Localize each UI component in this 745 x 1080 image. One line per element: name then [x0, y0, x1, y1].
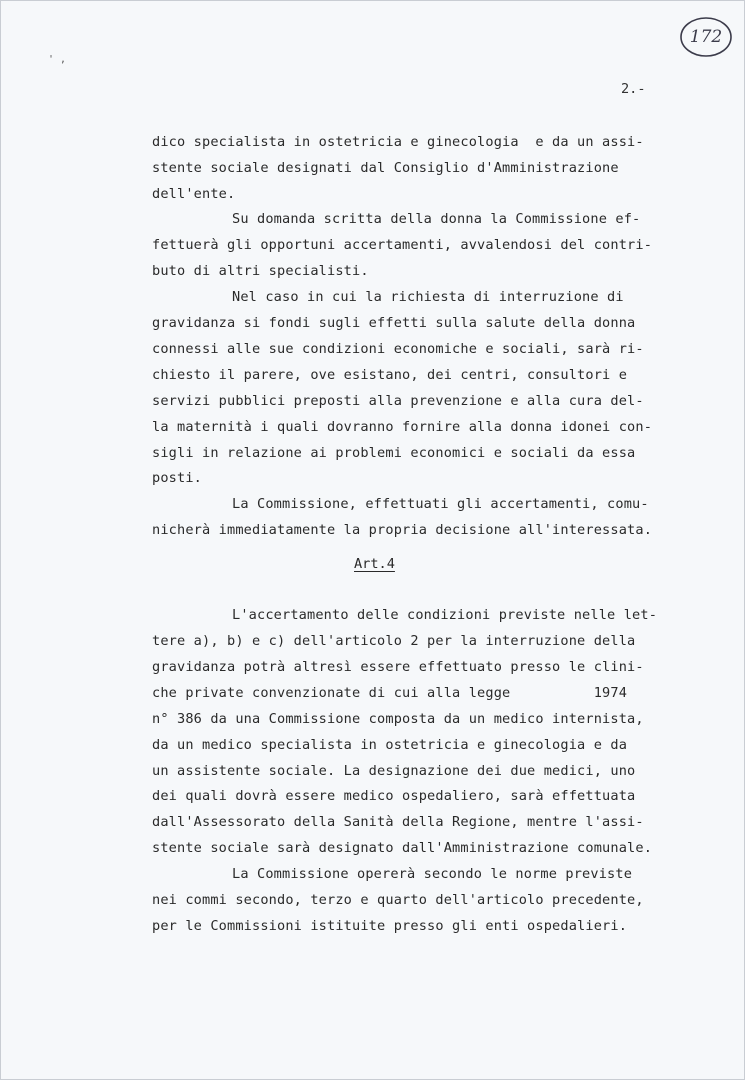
text-line: nicherà immediatamente la propria decisione all'interessata.	[152, 522, 653, 538]
text-line: dall'Assessorato della Sanità della Regione, mentre l'assi-	[152, 814, 644, 830]
text-line: tere a), b) e c) dell'articolo 2 per la interruzione della	[152, 633, 636, 649]
stamp-number: 172	[689, 27, 723, 47]
article-heading: Art.4	[354, 556, 395, 572]
text-line: stente sociale sarà designato dall'Amministrazione comunale.	[152, 840, 653, 856]
text-line: gravidanza si fondi sugli effetti sulla salute della donna	[152, 315, 636, 331]
text-line: La Commissione opererà secondo le norme previste	[232, 866, 633, 882]
text-line: nei commi secondo, terzo e quarto dell'articolo precedente,	[152, 892, 644, 908]
text-line: sigli in relazione ai problemi economici e sociali da essa	[152, 445, 636, 461]
text-line: dico specialista in ostetricia e ginecologia e da un assi-	[152, 134, 644, 150]
text-line: che private convenzionate di cui alla legge 1974	[152, 685, 628, 701]
text-line: n° 386 da una Commissione composta da un medico internista,	[152, 711, 644, 727]
text-line: chiesto il parere, ove esistano, dei centri, consultori e	[152, 367, 628, 383]
corner-marks: ' ,	[48, 54, 67, 65]
text-line: per le Commissioni istituite presso gli enti ospedalieri.	[152, 918, 628, 934]
text-line: la maternità i quali dovranno fornire alla donna idonei con-	[152, 419, 653, 435]
text-line: buto di altri specialisti.	[152, 263, 369, 279]
text-line: dell'ente.	[152, 186, 236, 202]
text-line: un assistente sociale. La designazione dei due medici, uno	[152, 763, 636, 779]
text-line: Nel caso in cui la richiesta di interruzione di	[232, 289, 624, 305]
text-line: dei quali dovrà essere medico ospedaliero, sarà effettuata	[152, 788, 636, 804]
text-line: fettuerà gli opportuni accertamenti, avvalendosi del contri-	[152, 237, 653, 253]
page-number: 2.-	[621, 81, 646, 97]
text-line: La Commissione, effettuati gli accertamenti, comu-	[232, 496, 649, 512]
text-line: Su domanda scritta della donna la Commissione ef-	[232, 211, 641, 227]
text-line: posti.	[152, 470, 203, 486]
document-body	[1, 1, 744, 1079]
text-line: gravidanza potrà altresì essere effettuato presso le clini-	[152, 659, 644, 675]
text-line: connessi alle sue condizioni economiche e sociali, sarà ri-	[152, 341, 644, 357]
text-line: L'accertamento delle condizioni previste nelle let-	[232, 607, 658, 623]
text-line: da un medico specialista in ostetricia e ginecologia e da	[152, 737, 628, 753]
text-line: servizi pubblici preposti alla prevenzione e alla cura del-	[152, 393, 644, 409]
text-line: stente sociale designati dal Consiglio d'Amministrazione	[152, 160, 619, 176]
